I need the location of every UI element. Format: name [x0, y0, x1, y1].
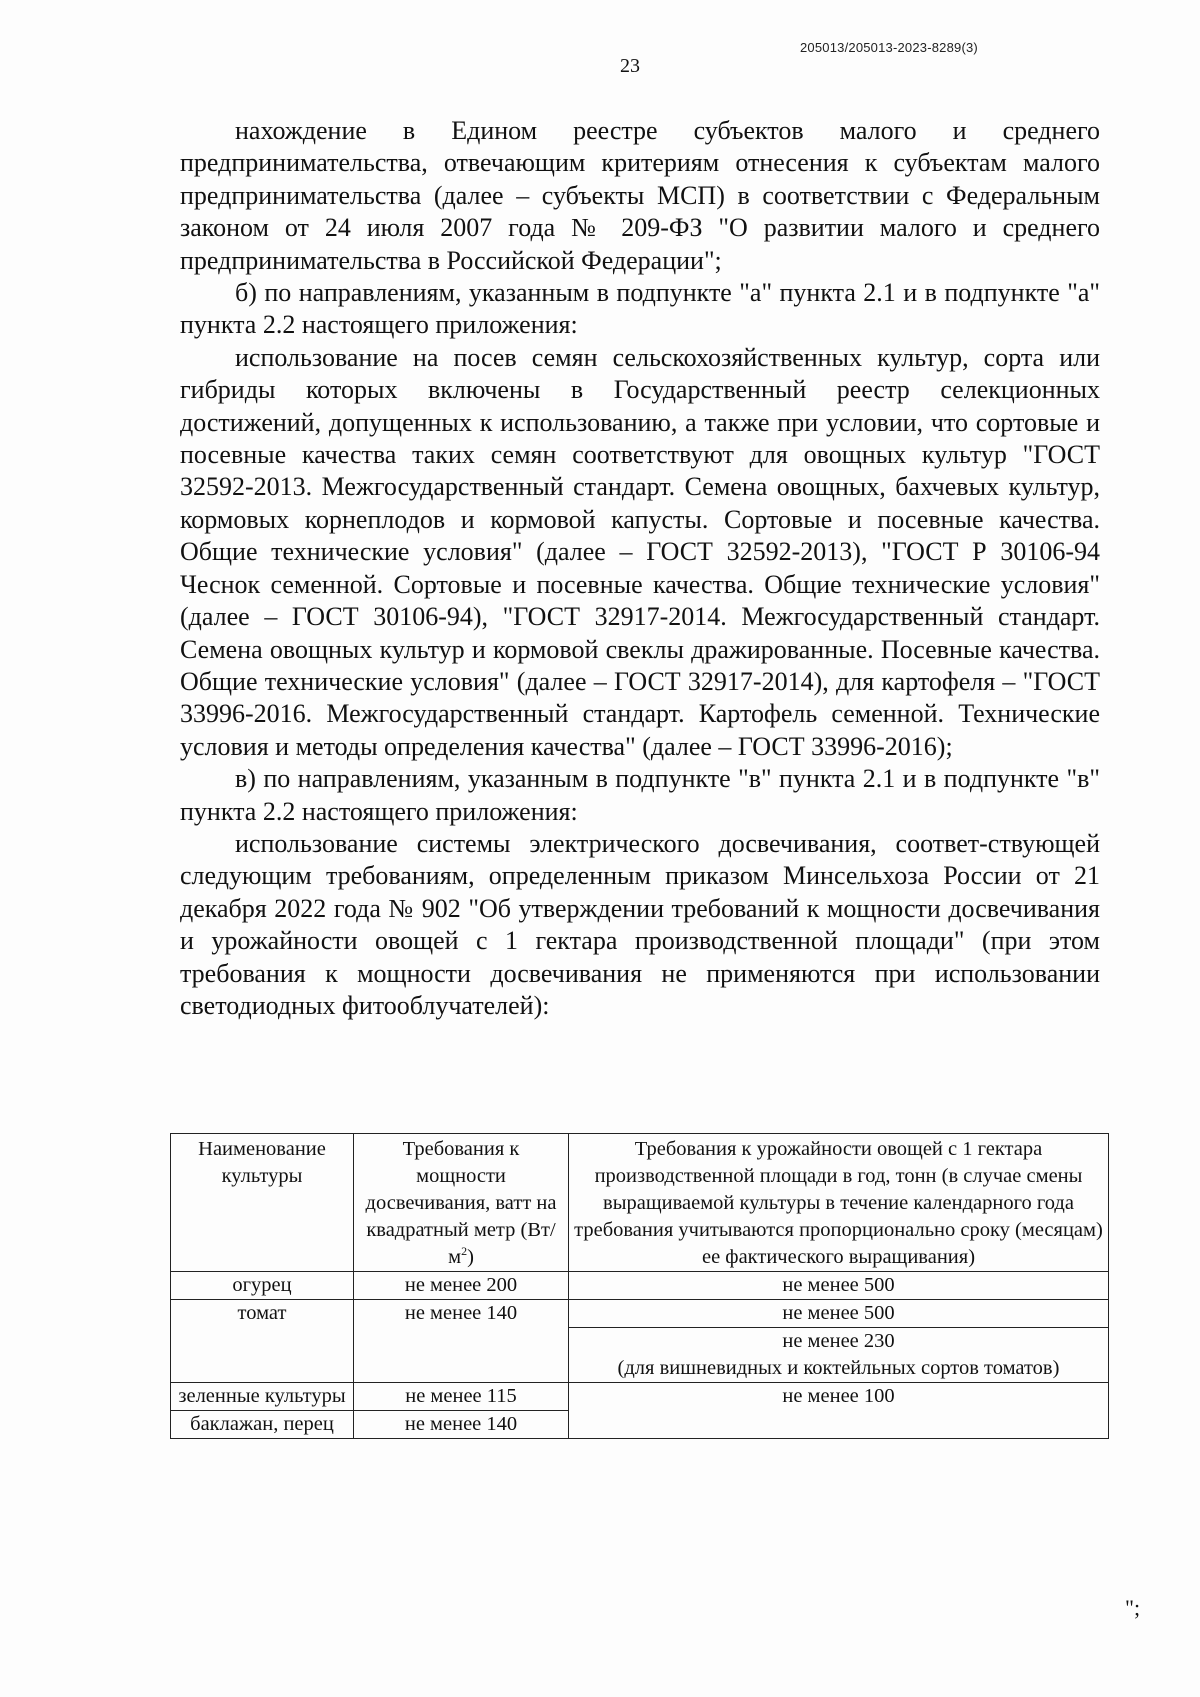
requirements-table-wrapper [170, 1133, 1108, 1439]
table-row [171, 1272, 1109, 1300]
closing-quote-mark: "; [1125, 1595, 1141, 1620]
document-id: 205013/205013-2023-8289(3) [800, 40, 978, 55]
header-power-text: Требования к мощности досвечивания, ватт на квадратный метр (Вт/м [365, 1138, 557, 1268]
cell-yield: не менее 500 [569, 1272, 1109, 1300]
paragraph: нахождение в Едином реестре субъектов малого и среднего предпринимательства, отвечающим критериям отнесения к субъектам малого предпринимательства (далее – субъекты МСП) в соответствии с Федеральным законом от 24 июля 2007 года № 209-ФЗ "О развитии малого и среднего предпринимательства в Российской Федерации"; [180, 116, 1100, 275]
header-power-superscript: 2 [461, 1244, 468, 1259]
header-culture: Наименование культуры [171, 1134, 354, 1272]
header-power-tail: ) [467, 1246, 474, 1268]
paragraph: использование системы электрического досвечивания, соответ-ствующей следующим требованиям, определенным приказом Минсельхоза России от 21 декабря 2022 года № 902 "Об утверждении требований к мощности досвечивания и урожайности овощей с 1 гектара производственной площади" (при этом требования к мощности досвечивания не применяются при использовании светодиодных фитооблучателей): [180, 828, 1100, 1020]
cell-yield: не менее 500 [569, 1300, 1109, 1328]
body-text [180, 115, 1100, 1022]
cell-culture: баклажан, перец [171, 1411, 354, 1439]
cell-yield: не менее 100 [569, 1383, 1109, 1439]
paragraph: б) по направлениям, указанным в подпункте "а" пункта 2.1 и в подпункте "а" пункта 2.2 настоящего приложения: [180, 278, 1100, 340]
table-row [171, 1383, 1109, 1411]
table-row [171, 1300, 1109, 1328]
cell-power: не менее 200 [354, 1272, 569, 1300]
paragraph: использование на посев семян сельскохозяйственных культур, сорта или гибриды которых включены в Государственный реестр селекционных достижений, допущенных к использованию, а также при условии, что сортовые и посевные качества таких семян соответствуют для овощных культур "ГОСТ 32592-2013. Межгосударственный стандарт. Семена овощных, бахчевых культур, кормовых корнеплодов и кормовой капусты. Сортовые и посевные качества. Общие технические условия" (далее – ГОСТ 32592-2013), "ГОСТ Р 30106-94 Чеснок семенной. Сортовые и посевные качества. Общие технические условия" (далее – ГОСТ 30106-94), "ГОСТ 32917-2014. Межгосударственный стандарт. Семена овощных культур и кормовой свеклы дражированные. Посевные качества. Общие технические условия" (далее – ГОСТ 32917-2014), для картофеля – "ГОСТ 33996-2016. Межгосударственный стандарт. Картофель семенной. Технические условия и методы определения качества" (далее – ГОСТ 33996-2016); [180, 342, 1100, 761]
header-yield: Требования к урожайности овощей с 1 гектара производственной площади в год, тонн (в случае смены выращиваемой культуры в течение календарного года требования учитываются пропорционально сроку (месяцам) ее фактического выращивания) [569, 1134, 1109, 1272]
cell-power: не менее 140 [354, 1300, 569, 1383]
paragraph: в) по направлениям, указанным в подпункте "в" пункта 2.1 и в подпункте "в" пункта 2.2 настоящего приложения: [180, 764, 1100, 826]
cell-culture: огурец [171, 1272, 354, 1300]
requirements-table [170, 1133, 1109, 1439]
cell-culture: томат [171, 1300, 354, 1383]
table-header-row [171, 1134, 1109, 1272]
cell-yield [569, 1328, 1109, 1383]
cell-power: не менее 115 [354, 1383, 569, 1411]
header-power [354, 1134, 569, 1272]
cell-culture: зеленные культуры [171, 1383, 354, 1411]
cell-yield-value: не менее 230 [782, 1330, 895, 1352]
cell-power: не менее 140 [354, 1411, 569, 1439]
cell-yield-note: (для вишневидных и коктейльных сортов томатов) [617, 1357, 1060, 1379]
page-number: 23 [620, 55, 640, 77]
